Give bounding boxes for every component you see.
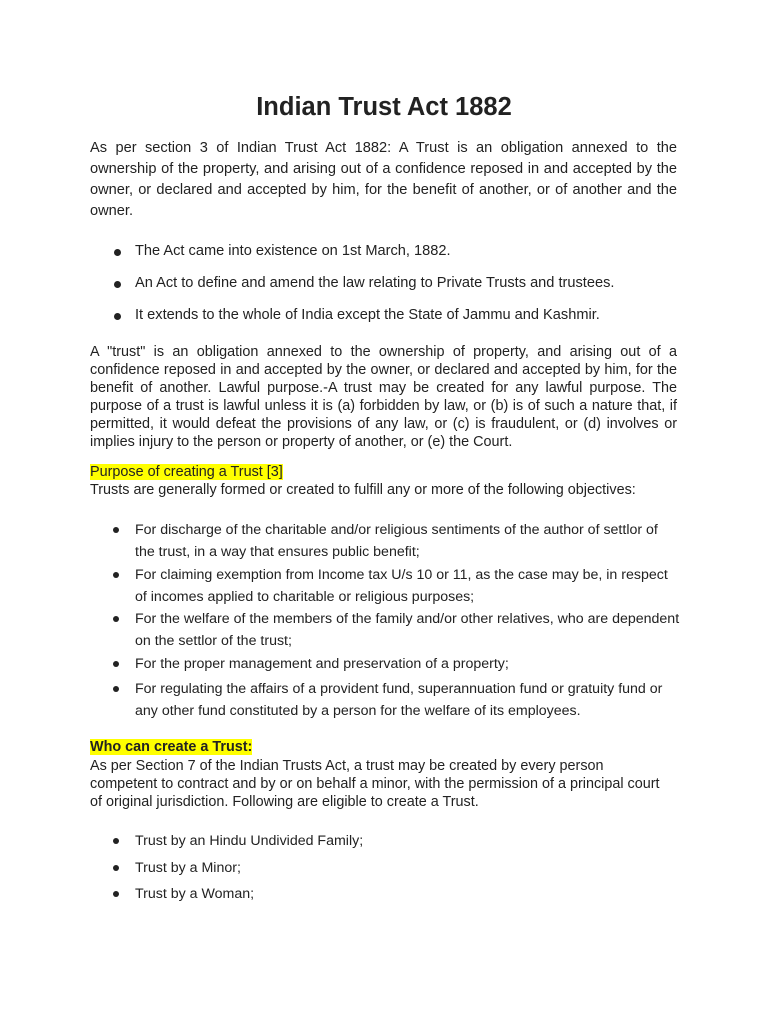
list-item-text: For the proper management and preservation of a property; bbox=[135, 656, 509, 672]
purpose-intro: Trusts are generally formed or created to fulfill any or more of the following objectives: bbox=[90, 482, 636, 498]
purpose-heading: Purpose of creating a Trust [3] bbox=[90, 464, 283, 480]
list-item-text: Trust by a Minor; bbox=[135, 859, 241, 876]
list-item bbox=[90, 857, 680, 879]
list-item-text: The Act came into existence on 1st March, 1882. bbox=[135, 243, 451, 259]
bullet-icon bbox=[114, 313, 121, 320]
eligible-list bbox=[90, 830, 680, 905]
who-paragraph: As per Section 7 of the Indian Trusts Act, a trust may be created by every person competent to contract and by or on behalf a minor, with the permission of a principal court of original jurisdiction. Following are eligible to create a Trust. bbox=[90, 758, 660, 810]
bullet-icon bbox=[113, 686, 119, 692]
list-item bbox=[90, 883, 680, 905]
bullet-icon bbox=[113, 661, 119, 667]
page-title: Indian Trust Act 1882 bbox=[256, 93, 512, 121]
bullet-icon bbox=[113, 572, 119, 578]
intro-paragraph: As per section 3 of Indian Trust Act 1882: A Trust is an obligation annexed to the ownership of the property, and arising out of a confidence reposed in and accepted by the owner, or declared and accepted by him, for the benefit of another, or of another and the owner. bbox=[90, 140, 677, 219]
who-heading-line bbox=[90, 738, 252, 756]
list-item bbox=[90, 608, 680, 652]
list-item bbox=[90, 241, 680, 262]
bullet-icon bbox=[113, 527, 119, 533]
list-item bbox=[90, 519, 680, 563]
list-item-text: It extends to the whole of India except the State of Jammu and Kashmir. bbox=[135, 307, 600, 323]
definition-paragraph: A "trust" is an obligation annexed to the ownership of property, and arising out of a confidence reposed in and accepted by the owner, or declared and accepted by him, for the benefit of another. Lawful purpose.-A trust may be created for any lawful purpose. The purpose of a trust is lawful unless it is (a) forbidden by law, or (b) is of such a nature that, if permitted, it would defeat the provisions of any law, or (c) is fraudulent, or (d) involves or implies injury to the person or property of another, or (e) the Court. bbox=[90, 344, 677, 450]
list-item-text: An Act to define and amend the law relating to Private Trusts and trustees. bbox=[135, 275, 615, 291]
list-item-text: Trust by an Hindu Undivided Family; bbox=[135, 833, 364, 849]
bullet-icon bbox=[113, 838, 119, 844]
bullet-icon bbox=[113, 865, 119, 871]
list-item bbox=[90, 678, 680, 722]
list-item bbox=[90, 653, 680, 675]
bullet-icon bbox=[113, 891, 119, 897]
who-heading: Who can create a Trust: bbox=[90, 739, 253, 755]
list-item-text: For discharge of the charitable and/or religious sentiments of the author of settlor of the trust, in a way that ensures public benefit; bbox=[135, 522, 658, 560]
list-item bbox=[90, 305, 680, 326]
list-item-text: For the welfare of the members of the family and/or other relatives, who are dependent on the settlor of the trust; bbox=[135, 611, 680, 649]
list-item-text: For claiming exemption from Income tax U/s 10 or 11, as the case may be, in respect of incomes applied to charitable or religious purposes; bbox=[135, 566, 668, 605]
list-item-text: Trust by a Woman; bbox=[135, 886, 255, 902]
list-item bbox=[90, 273, 680, 294]
bullet-icon bbox=[114, 281, 121, 288]
list-item-text: For regulating the affairs of a provident fund, superannuation fund or gratuity fund or any other fund constituted by a person for the welfare of its employees. bbox=[135, 681, 663, 719]
objectives-list bbox=[90, 519, 680, 722]
bullet-icon bbox=[114, 249, 121, 256]
facts-list bbox=[90, 241, 680, 326]
list-item bbox=[90, 830, 680, 852]
list-item bbox=[90, 564, 680, 608]
bullet-icon bbox=[113, 616, 119, 622]
purpose-heading-line bbox=[90, 463, 283, 481]
